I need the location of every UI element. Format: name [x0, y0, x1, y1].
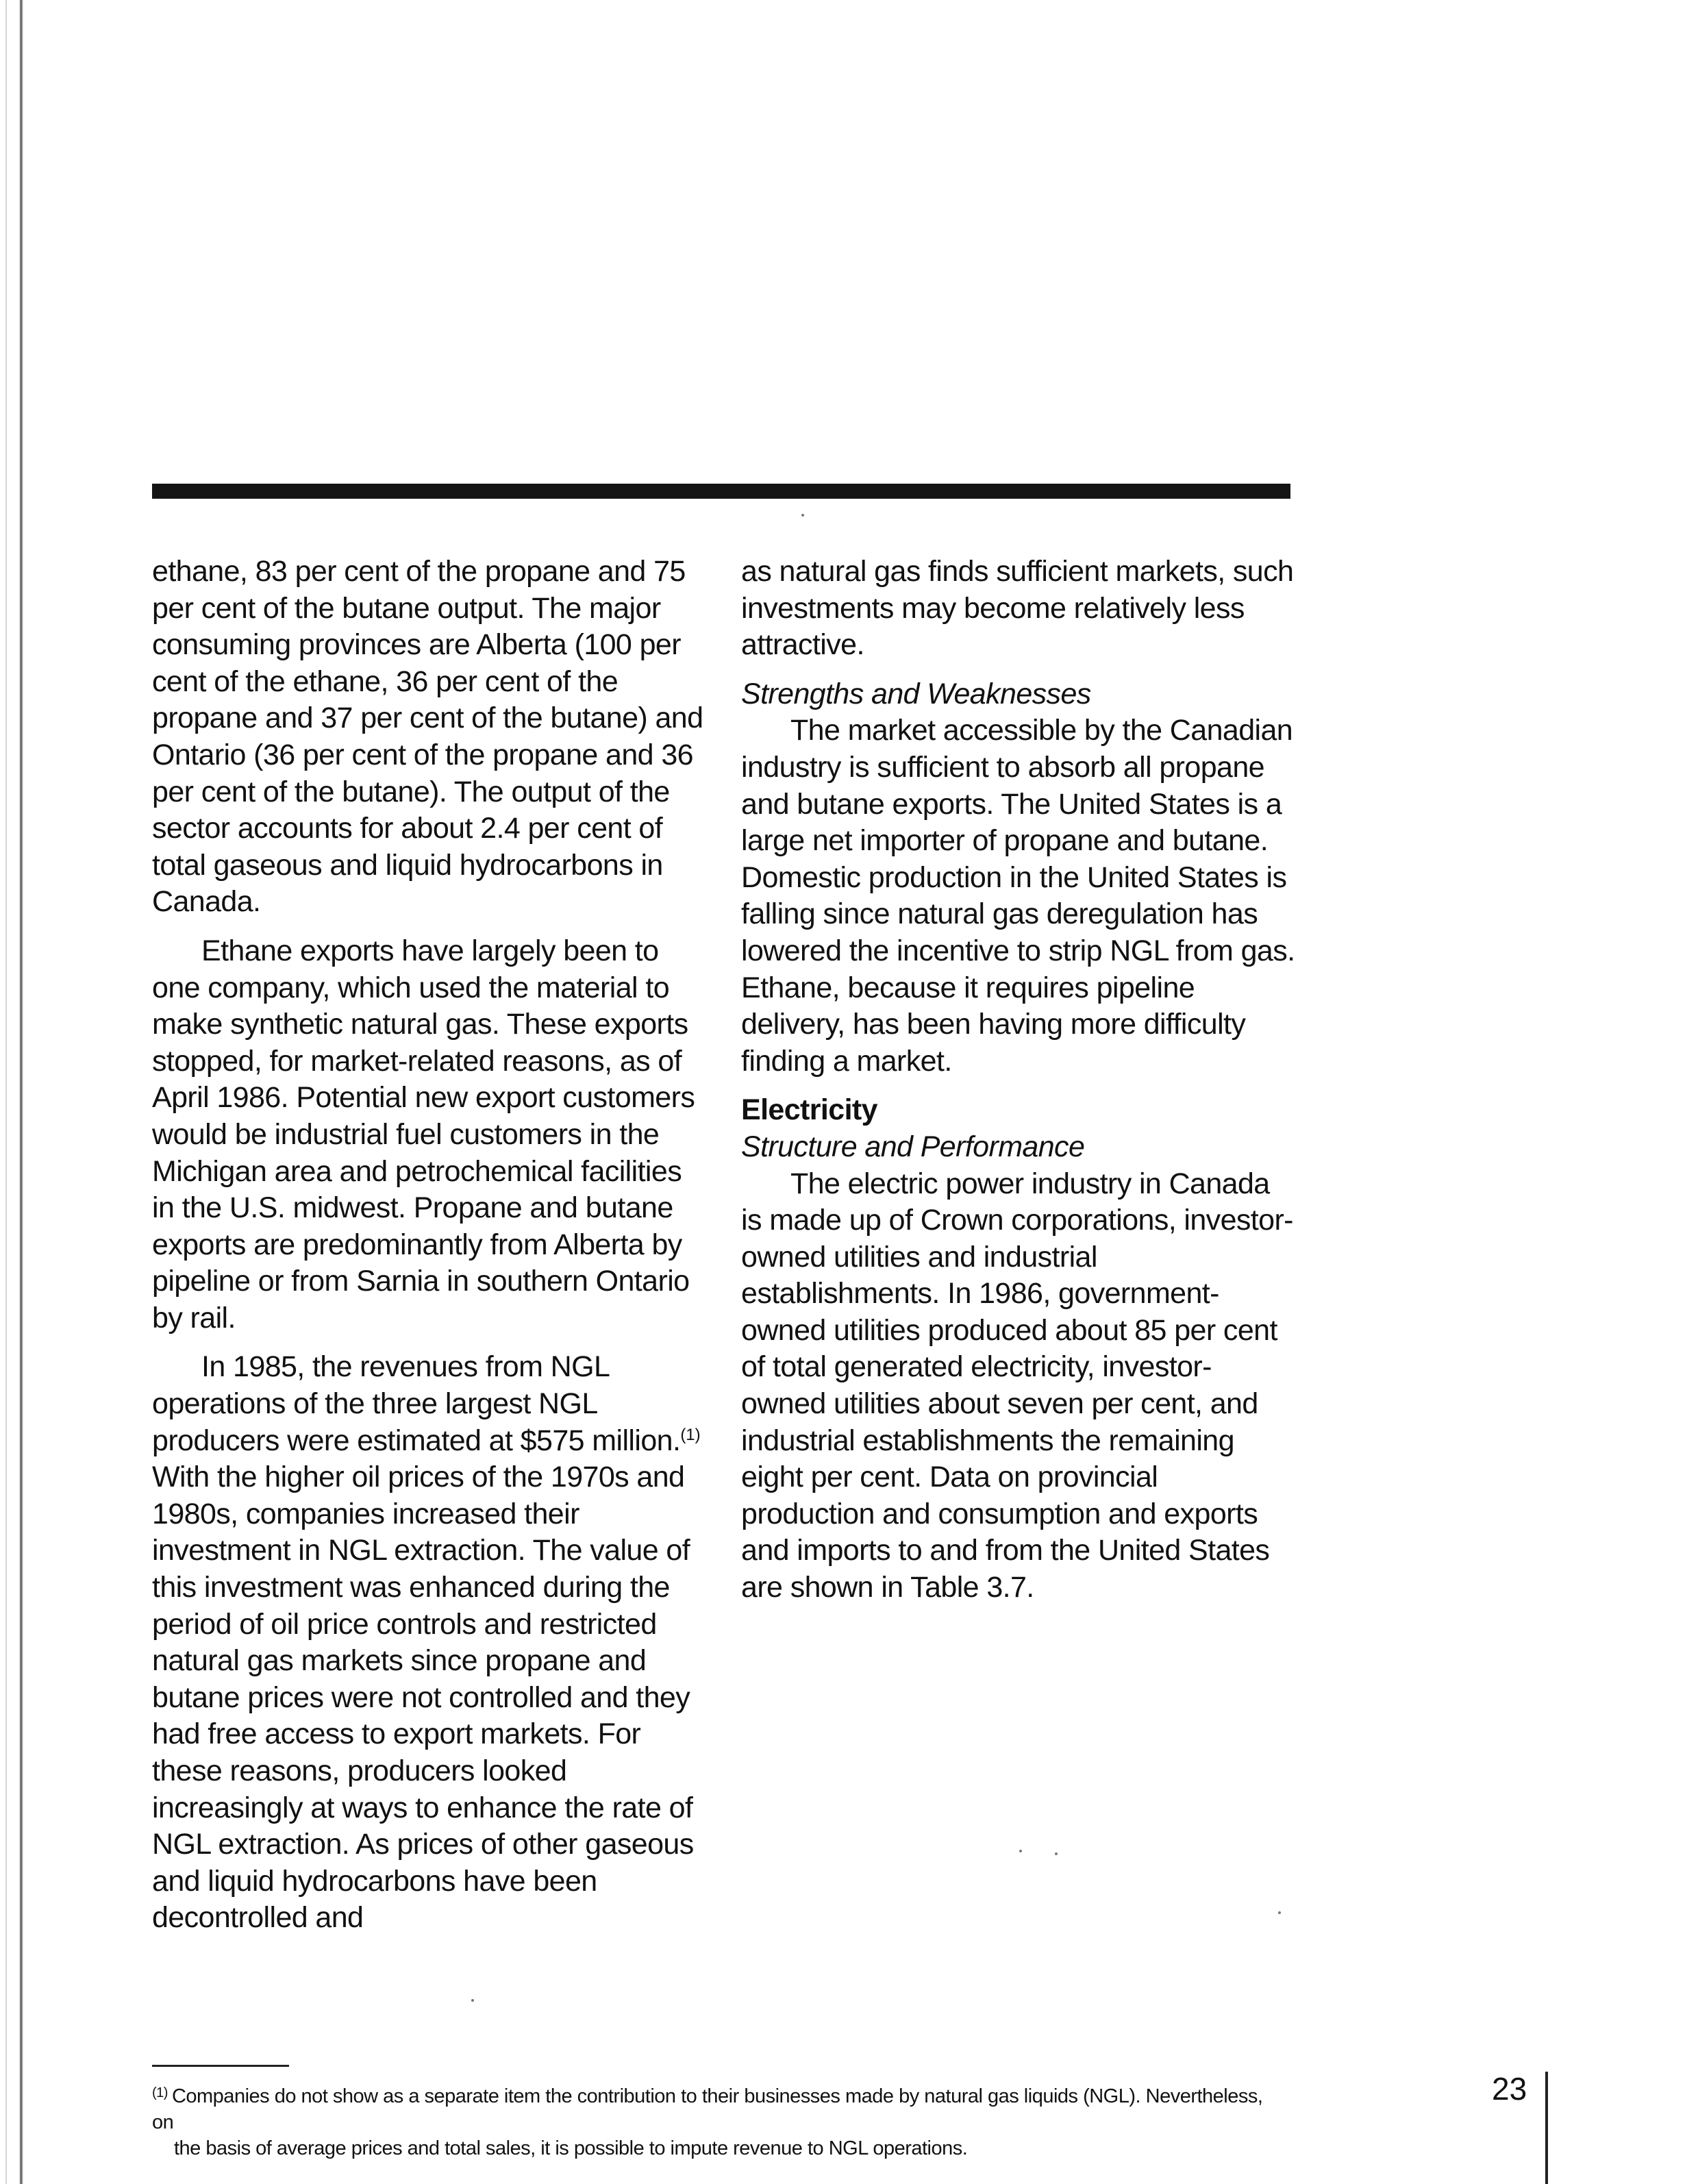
binding-shadow	[5, 0, 7, 2184]
header-rule	[152, 484, 1290, 499]
scan-speck	[1019, 1850, 1022, 1852]
scan-speck	[1278, 1911, 1281, 1914]
footnote-reference: (1)	[680, 1425, 701, 1444]
subheading-strengths-weaknesses: Strengths and Weaknesses	[741, 677, 1091, 710]
paragraph-ethane-exports: Ethane exports have largely been to one company, which used the material to make synthetic natural gas. These exports stopped, for market-related reasons, as of April 1986. Potential new export customers would be industrial fuel customers in the Michigan area and petrochemical facilities in the U.S. midwest. Propane and butane exports are predominantly from Alberta by pipeline or from Sarnia in southern Ontario by rail.	[152, 934, 695, 1335]
right-column	[741, 554, 1296, 1606]
ngl-revenues-text-start: In 1985, the revenues from NGL operations of the three largest NGL producers were estimated at $575 million.	[152, 1350, 681, 1457]
paragraph-electric-industry: The electric power industry in Canada is made up of Crown corporations, investor-owned utilities and industrial establishments. In 1986, government-owned utilities produced about 85 per cent of total generated electricity, investor-owned utilities about seven per cent, and industrial establishments the remaining eight per cent. Data on provincial production and consumption and exports and imports to and from the United States are shown in Table 3.7.	[741, 1167, 1293, 1604]
paragraph-ngl-revenues	[152, 1349, 707, 1937]
left-column	[152, 554, 707, 1937]
footnote-marker: (1)	[152, 2085, 168, 2100]
page-edge-rule	[1545, 2072, 1548, 2184]
ngl-revenues-text-end: With the higher oil prices of the 1970s and 1980s, companies increased their investment in NGL extraction. The value of this investment was enhanced during the period of oil price controls and restricted natural gas markets since propane and butane prices were not controlled and they had free access to export markets. For these reasons, producers looked increasingly at ways to enhance the rate of NGL extraction. As prices of other gaseous and liquid hydrocarbons have been decontrolled and	[152, 1461, 694, 1935]
scan-speck	[471, 1999, 474, 2002]
scan-speck	[801, 514, 804, 517]
subheading-structure-performance: Structure and Performance	[741, 1130, 1085, 1163]
paragraph-investments-continued: as natural gas finds sufficient markets, such investments may become relatively less attractive.	[741, 555, 1294, 662]
paragraph-market-access: The market accessible by the Canadian industry is sufficient to absorb all propane and butane exports. The United States is a large net importer of propane and butane. Domestic production in the United States is falling since natural gas deregulation has lowered the incentive to strip NGL from gas. Ethane, because it requires pipeline delivery, has been having more difficulty finding a market.	[741, 714, 1295, 1078]
footnote-line-1: Companies do not show as a separate item the contribution to their businesses made by natural gas liquids (NGL). Nevertheless, on	[152, 2085, 1263, 2133]
footnote-rule	[152, 2065, 289, 2067]
footnote-line-2: the basis of average prices and total sales, it is possible to impute revenue to NGL operations.	[174, 2137, 968, 2159]
page-number: 23	[1492, 2071, 1527, 2107]
section-heading-electricity: Electricity	[741, 1093, 877, 1127]
binding-edge	[19, 0, 23, 2184]
paragraph-ngl-consumption: ethane, 83 per cent of the propane and 75 per cent of the butane output. The major consuming provinces are Alberta (100 per cent of the ethane, 36 per cent of the propane and 37 per cent of the butane) and Ontario (36 per cent of the propane and 36 per cent of the butane). The output of the sector accounts for about 2.4 per cent of total gaseous and liquid hydrocarbons in Canada.	[152, 555, 703, 919]
scan-speck	[1055, 1852, 1058, 1855]
footnote	[152, 2080, 1275, 2161]
